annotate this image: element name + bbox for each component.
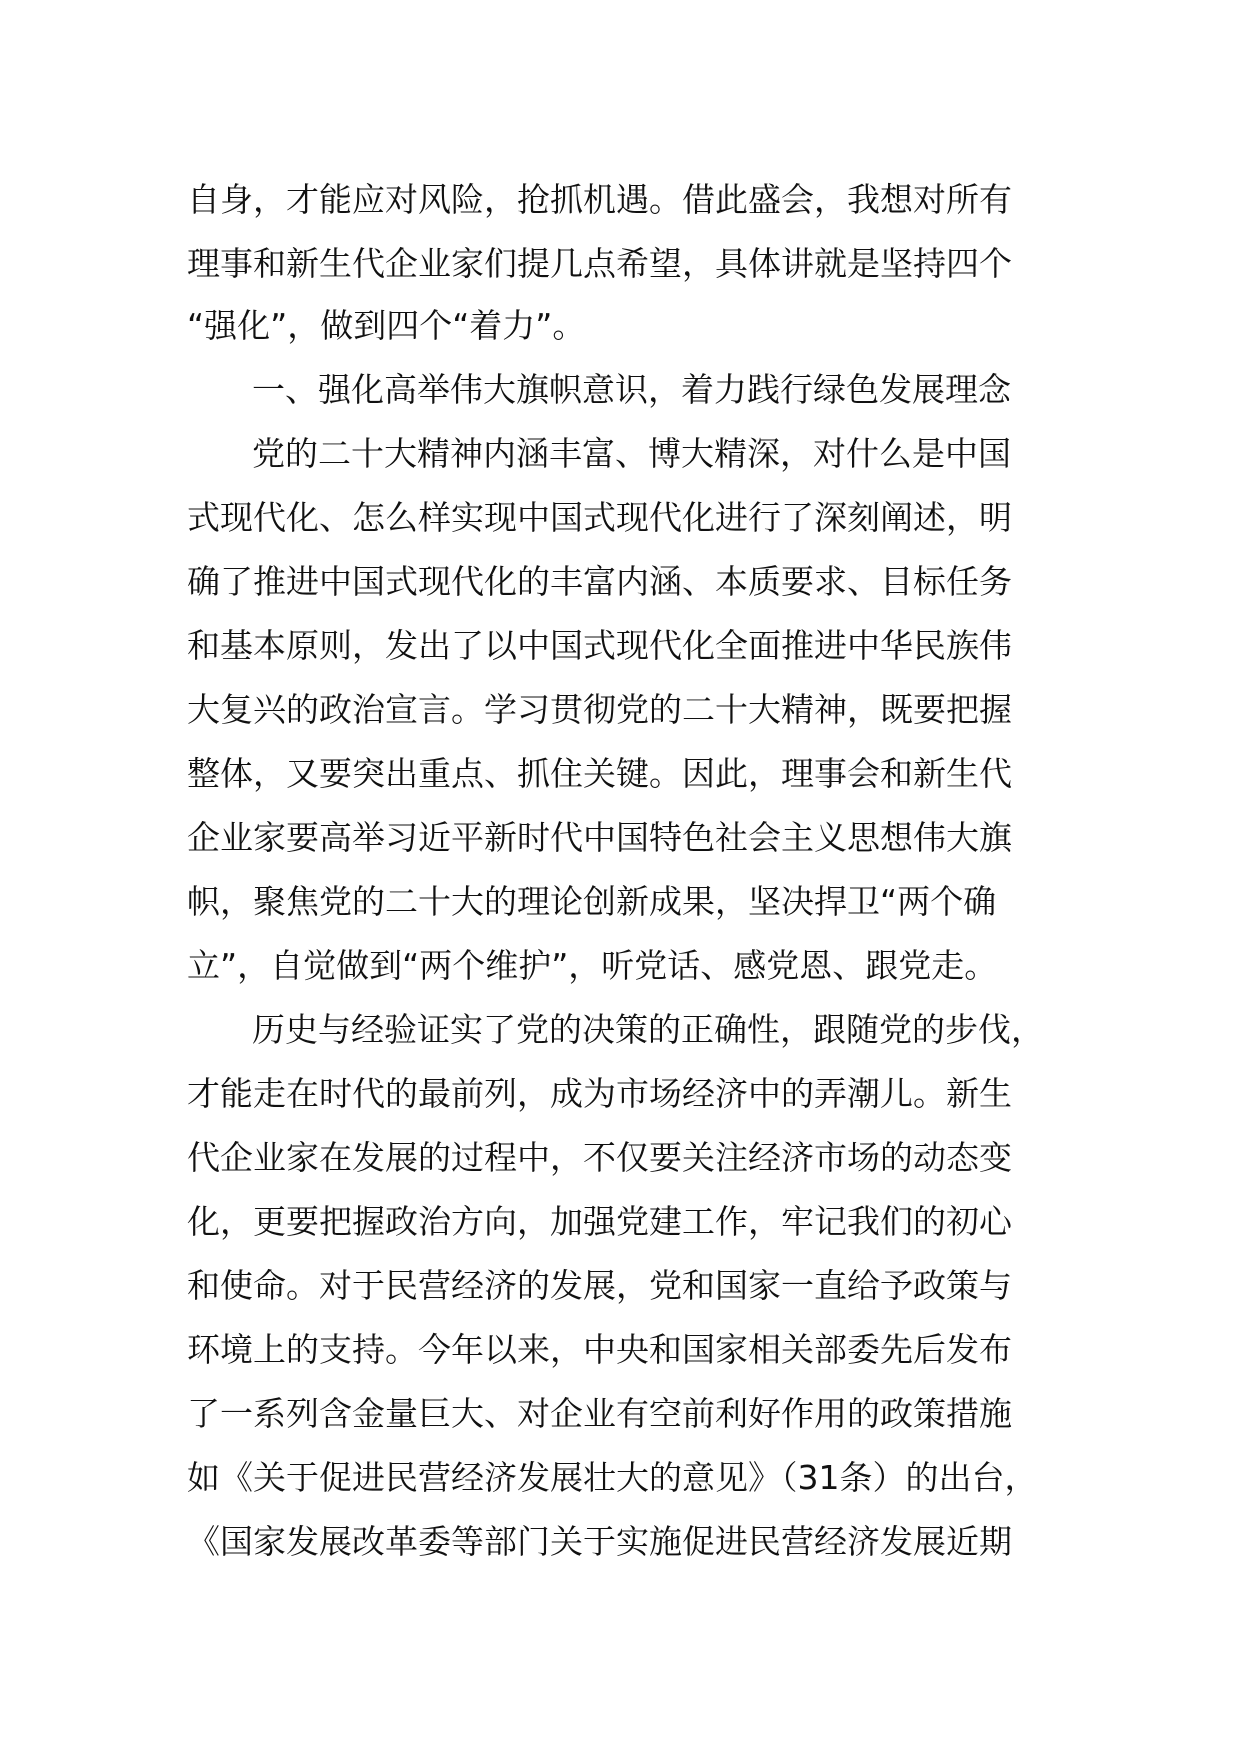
section-heading: 一、强化高举伟大旗帜意识，着力践行绿色发展理念	[252, 370, 1011, 409]
text-line: 《国家发展改革委等部门关于实施促进民营经济发展近期	[187, 1522, 1012, 1561]
text-line: 帜，聚焦党的二十大的理论创新成果，坚决捍卫“两个确	[187, 882, 997, 921]
text-line: 整体，又要突出重点、抓住关键。因此，理事会和新生代	[187, 754, 1012, 793]
text-line: 了一系列含金量巨大、对企业有空前利好作用的政策措施	[187, 1394, 1012, 1433]
text-line: 如《关于促进民营经济发展壮大的意见》（31条）的出台，	[187, 1458, 1038, 1497]
text-line: 和基本原则，发出了以中国式现代化全面推进中华民族伟	[187, 626, 1012, 665]
text-line: 化，更要把握政治方向，加强党建工作，牢记我们的初心	[187, 1202, 1012, 1241]
text-line: 才能走在时代的最前列，成为市场经济中的弄潮儿。新生	[187, 1074, 1012, 1113]
text-line: 立”，自觉做到“两个维护”，听党话、感党恩、跟党走。	[187, 946, 998, 985]
text-line: 理事和新生代企业家们提几点希望，具体讲就是坚持四个	[187, 244, 1012, 283]
text-line: 历史与经验证实了党的决策的正确性，跟随党的步伐，	[252, 1010, 1044, 1049]
text-line: 和使命。对于民营经济的发展，党和国家一直给予政策与	[187, 1266, 1012, 1305]
text-line: 自身，才能应对风险，抢抓机遇。借此盛会，我想对所有	[187, 180, 1012, 219]
text-line: “强化”，做到四个“着力”。	[187, 306, 586, 345]
text-line: 环境上的支持。今年以来，中央和国家相关部委先后发布	[187, 1330, 1012, 1369]
text-line: 代企业家在发展的过程中，不仅要关注经济市场的动态变	[187, 1138, 1012, 1177]
text-line: 党的二十大精神内涵丰富、博大精深，对什么是中国	[252, 434, 1011, 473]
text-line: 大复兴的政治宣言。学习贯彻党的二十大精神，既要把握	[187, 690, 1012, 729]
text-line: 企业家要高举习近平新时代中国特色社会主义思想伟大旗	[187, 818, 1012, 857]
text-line: 确了推进中国式现代化的丰富内涵、本质要求、目标任务	[187, 562, 1012, 601]
text-line: 式现代化、怎么样实现中国式现代化进行了深刻阐述，明	[187, 498, 1012, 537]
